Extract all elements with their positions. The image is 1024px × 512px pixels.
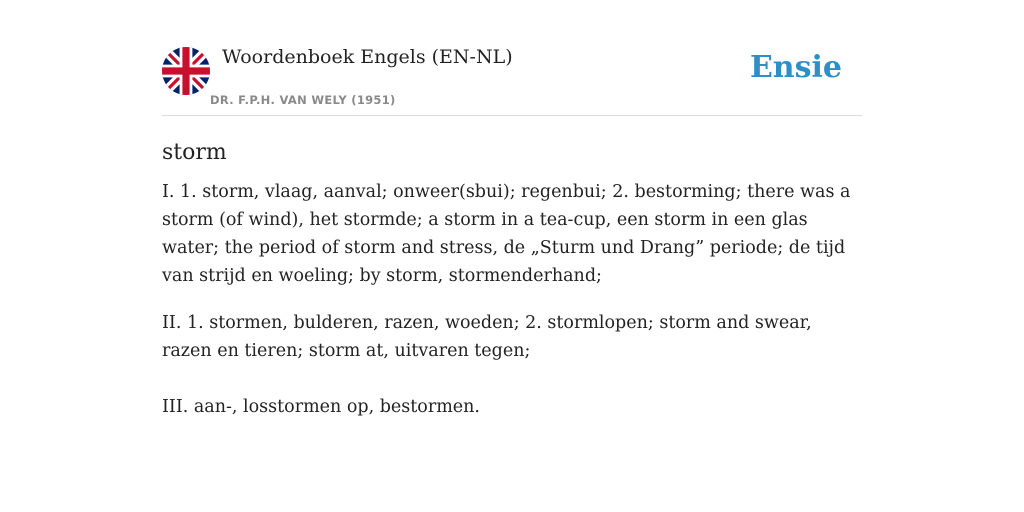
headword: storm [162,140,227,165]
dictionary-author: DR. F.P.H. VAN WELY (1951) [210,93,396,107]
dictionary-entry-card [162,44,862,421]
uk-flag-icon [162,47,210,95]
dictionary-title: Woordenboek Engels (EN-NL) [222,46,513,68]
sense-3: III. aan-, losstormen op, bestormen. [162,397,480,417]
sense-1: I. 1. storm, vlaag, aanval; onweer(sbui); regenbui; 2. bestorming; there was a storm (of wind), het stormde; a storm in a tea-cup, een storm in een glas water; the period of storm and stress, de „Sturm und Drang” periode; de tijd van strijd en woeling; by storm, stormenderhand; [162,182,851,286]
dictionary-header [162,44,862,116]
ensie-logo-link[interactable]: Ensie [749,50,842,85]
sense-2: II. 1. stormen, bulderen, razen, woeden; 2. stormlopen; storm and swear, razen en tieren; storm at, uitvaren tegen; [162,313,812,361]
